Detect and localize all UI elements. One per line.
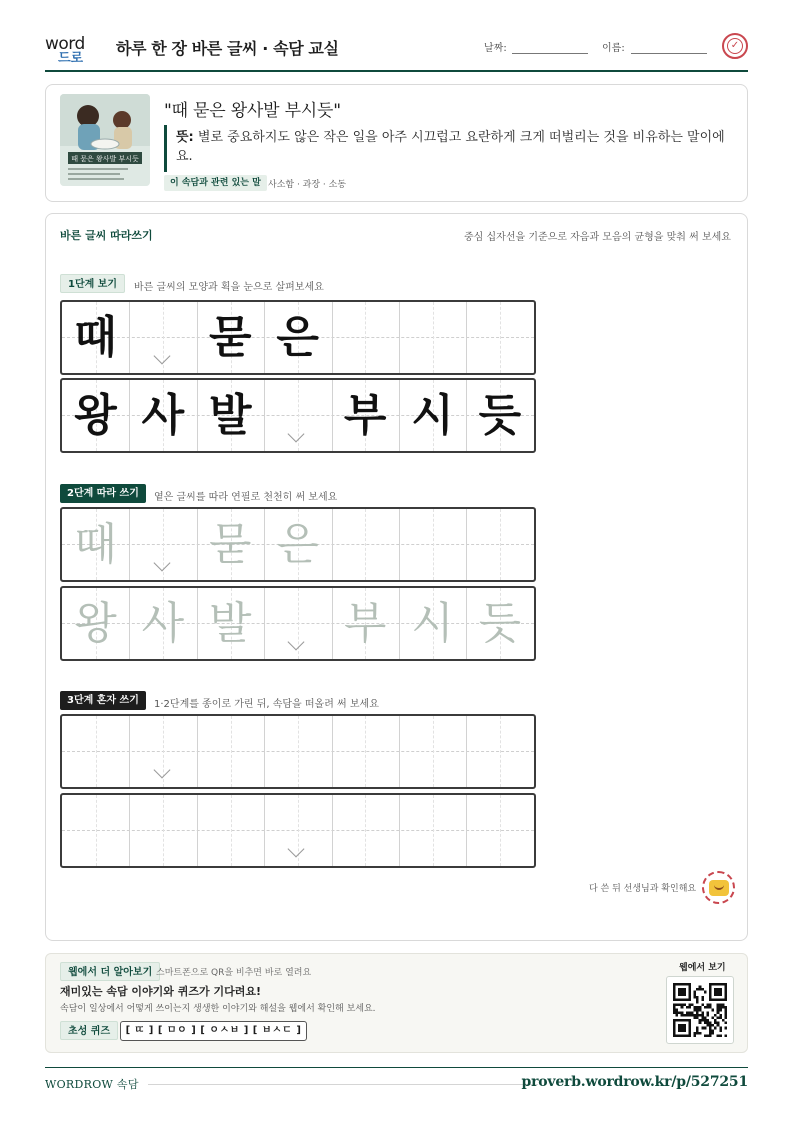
step3-chip: 3단계 혼자 쓰기 (60, 691, 146, 710)
writing-row (60, 586, 536, 661)
writing-row (60, 507, 536, 582)
header-divider (45, 70, 748, 72)
qr-label: 웹에서 보기 (679, 963, 726, 973)
chevron-down-icon (288, 426, 305, 443)
practice-hint: 중심 십자선을 기준으로 자음과 모음의 균형을 맞춰 써 보세요 (464, 232, 731, 243)
step1-chip: 1단계 보기 (60, 274, 125, 293)
step3-desc: 1·2단계를 종이로 가린 뒤, 속담을 떠올려 써 보세요 (154, 699, 379, 710)
step2-chip: 2단계 따라 쓰기 (60, 484, 146, 503)
writing-row (60, 300, 536, 375)
practice-glyph: 은 (276, 519, 319, 570)
date-label: 날짜: (484, 43, 507, 54)
web-more-chip: 웹에서 더 알아보기 (60, 962, 160, 981)
proverb-illustration (60, 94, 150, 186)
practice-glyph: 묻 (209, 519, 252, 570)
practice-glyph: 발 (209, 598, 252, 649)
proverb-meaning (176, 128, 736, 166)
meaning-accent-bar (164, 125, 167, 172)
step2-desc: 옅은 글씨를 따라 연필로 천천히 써 보세요 (154, 492, 338, 503)
practice-glyph: 왕 (74, 390, 117, 441)
writing-row (60, 378, 536, 453)
wordrow-logo (45, 34, 109, 64)
practice-glyph: 사 (141, 598, 185, 649)
practice-glyph: 시 (411, 390, 454, 441)
web-title: 재미있는 속담 이야기와 퀴즈가 기다려요! (60, 985, 261, 998)
practice-glyph: 시 (411, 598, 454, 649)
chevron-down-icon (154, 555, 171, 572)
initial-consonant-quiz: [ ㄸ ] [ ㅁㅇ ] [ ㅇㅅㅂ ] [ ㅂㅅㄷ ] (120, 1021, 307, 1041)
practice-glyph: 때 (74, 312, 117, 363)
practice-glyph: 발 (209, 390, 252, 441)
practice-glyph: 부 (343, 598, 387, 649)
practice-title: 바른 글씨 따라쓰기 (60, 229, 153, 242)
date-field[interactable] (512, 53, 588, 54)
practice-glyph: 묻 (209, 312, 252, 363)
related-words: 사소함 · 과장 · 소동 (268, 180, 347, 190)
meaning-label: 뜻: (176, 130, 194, 145)
web-hint: 스마트폰으로 QR을 비추면 바로 열려요 (156, 968, 312, 978)
web-desc: 속담이 일상에서 어떻게 쓰이는지 생생한 이야기와 해설을 웹에서 확인해 보세요. (60, 1004, 376, 1014)
practice-glyph: 사 (141, 390, 185, 441)
thumbnail-caption: 때 묻은 왕사발 부시듯 (71, 155, 139, 163)
proverb-text: "때 묻은 왕사발 부시듯" (164, 101, 341, 121)
chevron-down-icon (288, 634, 305, 651)
footer-divider (45, 1067, 748, 1068)
name-label: 이름: (602, 43, 625, 54)
check-stamp-icon: ✓ (722, 33, 748, 59)
chevron-down-icon (154, 762, 171, 779)
related-words-chip: 이 속담과 관련 있는 말 (164, 175, 267, 191)
writing-row[interactable] (60, 714, 536, 789)
page-title: 하루 한 장 바른 글씨 · 속담 교실 (116, 39, 339, 58)
quiz-chip: 초성 퀴즈 (60, 1021, 118, 1040)
logo-word: word (45, 34, 85, 54)
footer-url[interactable]: proverb.wordrow.kr/p/527251 (521, 1074, 748, 1090)
step1-desc: 바른 글씨의 모양과 획을 눈으로 살펴보세요 (134, 282, 324, 293)
qr-code-icon[interactable] (666, 976, 734, 1044)
practice-glyph: 부 (343, 390, 387, 441)
practice-glyph: 듯 (478, 390, 522, 441)
practice-glyph: 듯 (478, 598, 522, 649)
footer-rule (148, 1084, 538, 1085)
meaning-text: 별로 중요하지도 않은 작은 일을 아주 시끄럽고 요란하게 크게 떠벌리는 것을 비유하는 말이에요. (176, 130, 725, 164)
teacher-stamp-icon (702, 871, 735, 904)
practice-glyph: 은 (276, 312, 319, 363)
footer-brand: WORDROW 속담 (45, 1078, 139, 1091)
chevron-down-icon (154, 348, 171, 365)
chevron-down-icon (288, 841, 305, 858)
writing-row[interactable] (60, 793, 536, 868)
practice-glyph: 왕 (74, 598, 117, 649)
logo-hangul: 드로 (58, 51, 84, 66)
finish-note: 다 쓴 뒤 선생님과 확인해요 (589, 884, 697, 894)
name-field[interactable] (631, 53, 707, 54)
practice-glyph: 때 (74, 519, 117, 570)
